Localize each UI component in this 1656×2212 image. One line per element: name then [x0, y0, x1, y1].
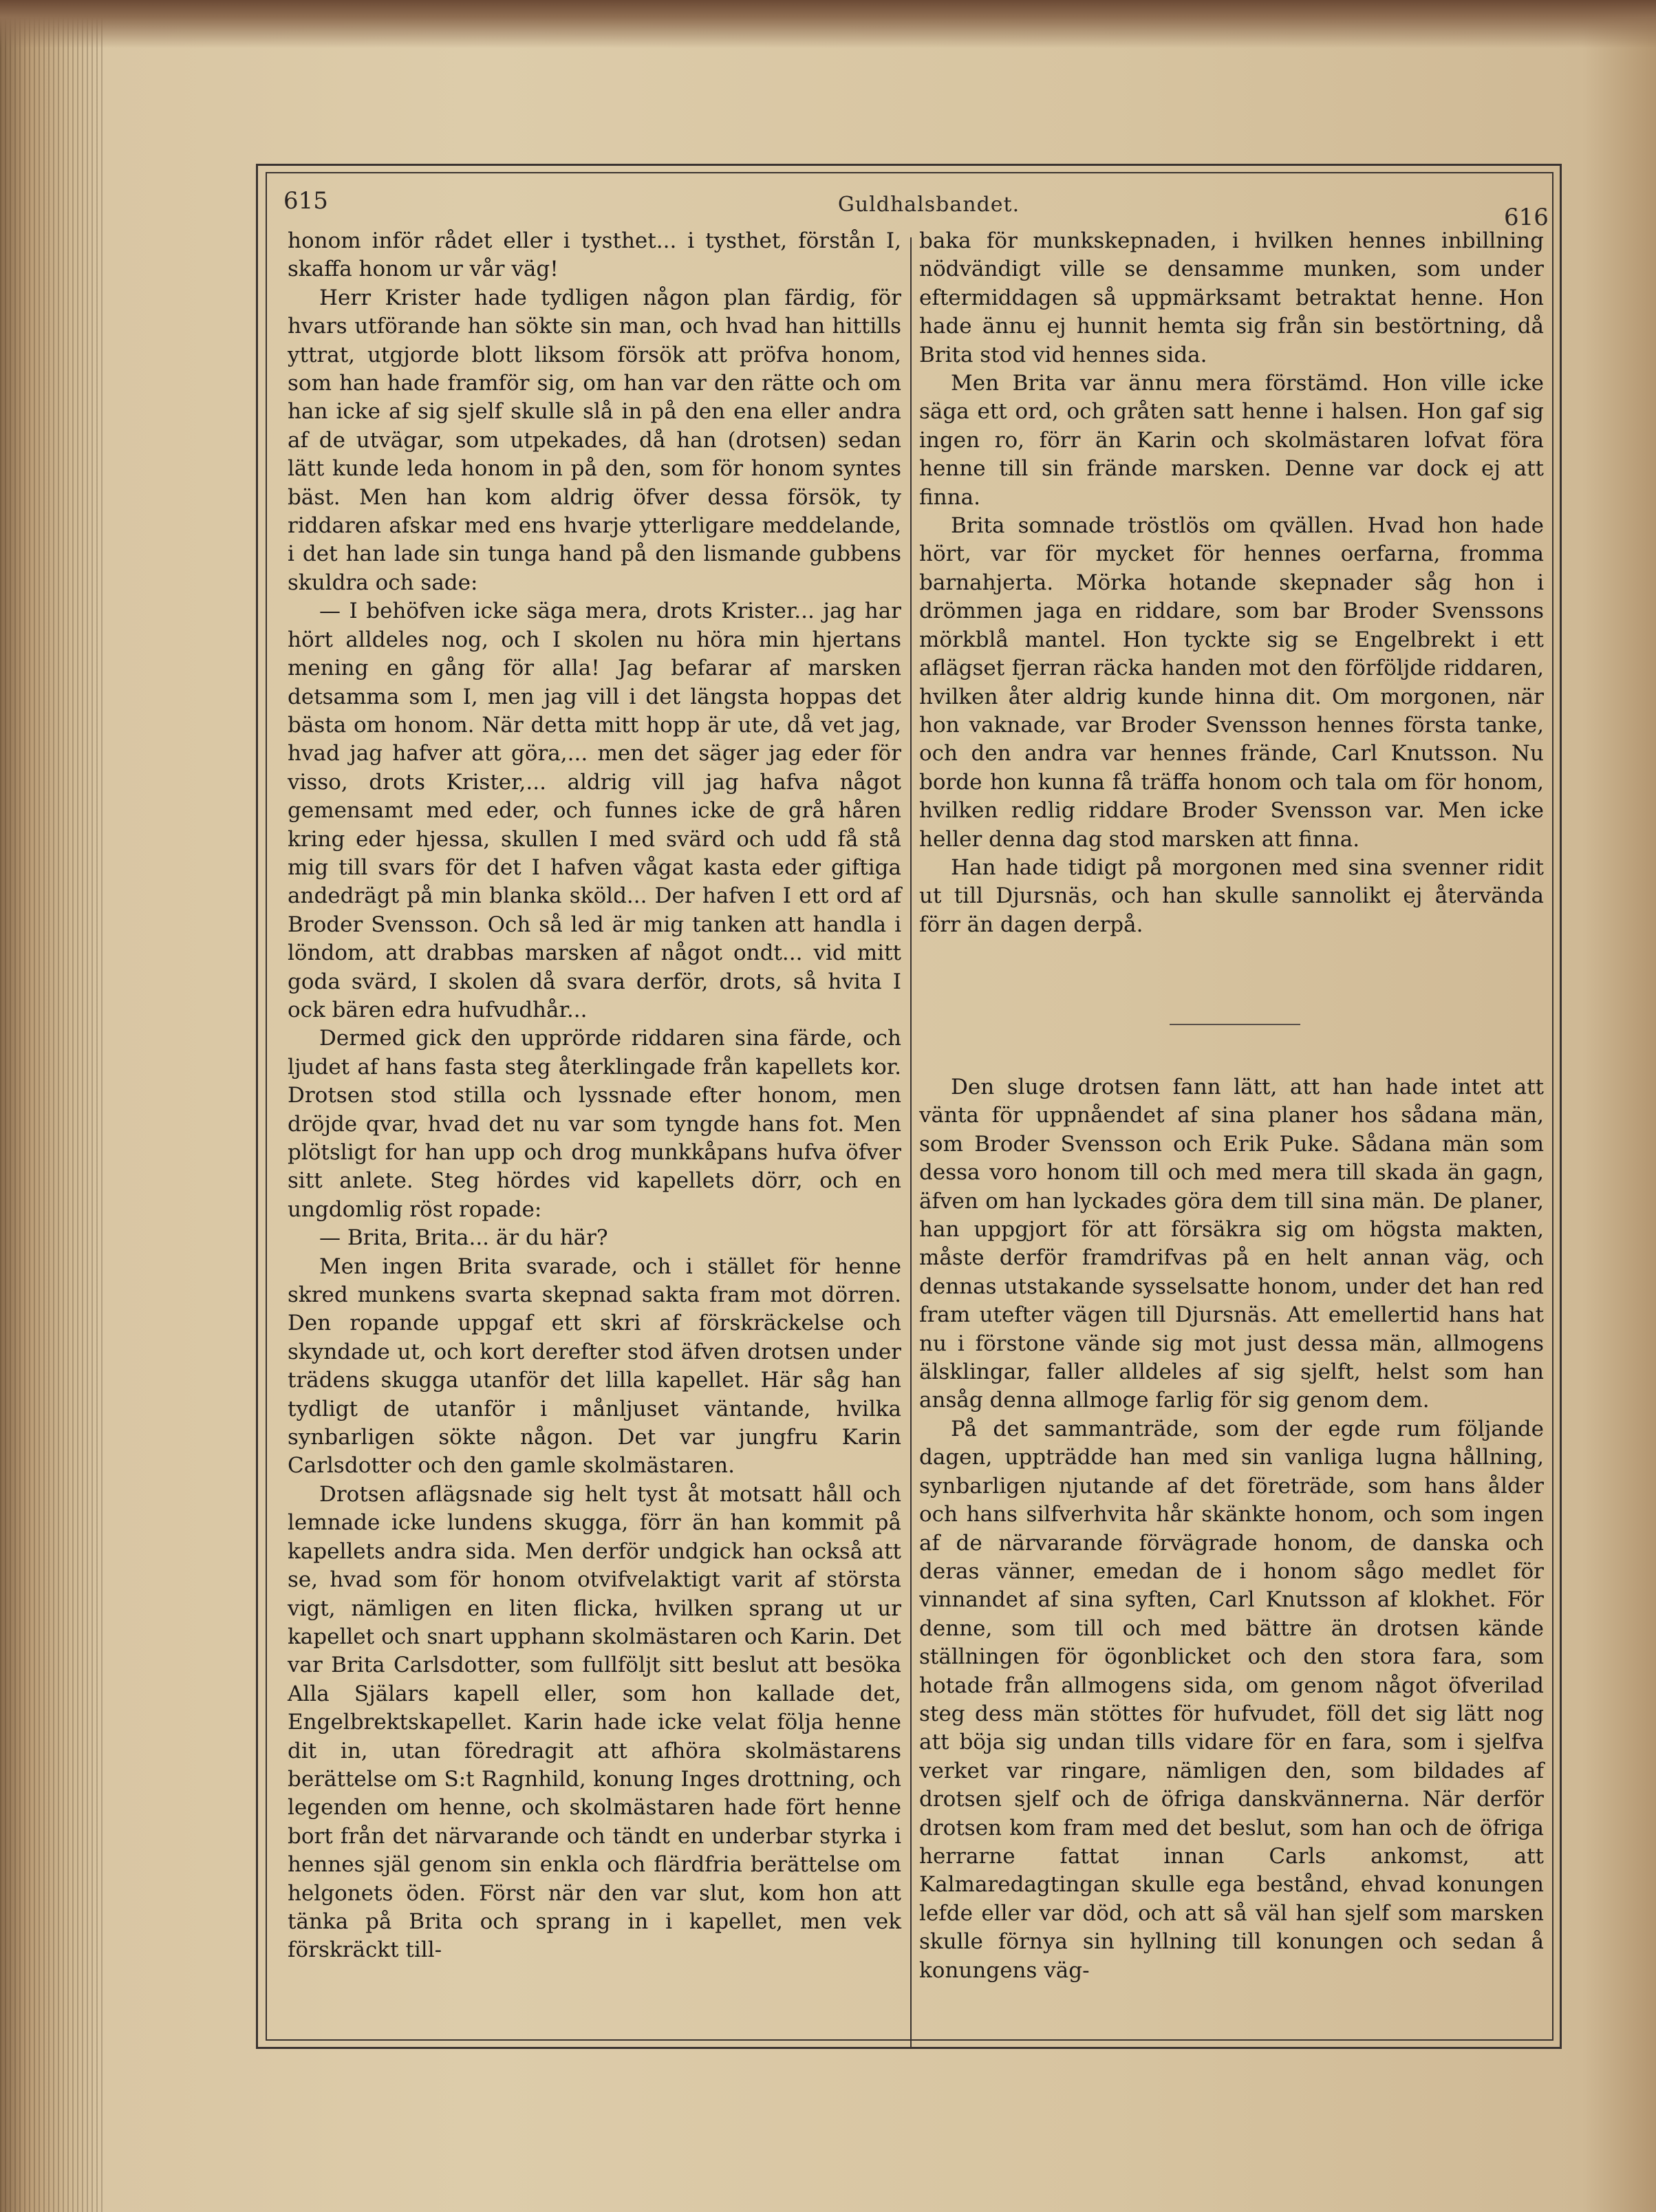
paragraph: Dermed gick den upprörde riddaren sina färde, och ljudet af hans fasta steg återklingade från kapellets kor. Drotsen stod stilla och lyssnade efter honom, men dröjde qvar, hvad det nu var som tyngde hans fot. Men plötsligt for han upp och drog munkkåpans hufva öfver sitt anlete. Steg hördes vid kapellets dörr, och en ungdomlig röst ropade:	[288, 1026, 901, 1222]
page-top-shadow	[0, 0, 1656, 48]
paragraph: På det sammanträde, som der egde rum följande dagen, uppträdde han med sin vanliga lugna hållning, synbarligen njutande af det företräde, som hans ålder och hans silfverhvita hår skänkte honom, och som ingen af de närvarande förvägrade honom, de danska och deras vänner, emedan de i honom sågo medlet för vinnandet af sina syften, Carl Knutsson af klokhet. För denne, som till och med bättre än drotsen kände ställningen för ögonblicket och den stora fara, som hotade från allmogens sida, om genom något öfverilad steg dess män stöttes för hufvudet, föll det sig lätt nog att böja sig undan tills vidare för en fara, som i sjelfva verket var ringare, nämligen den, som bildades af drotsen sjelf och de öfriga danskvännerna. När derför drotsen kom fram med det beslut, som han och de öfriga herrarne fattat innan Carls ankomst, att Kalmaredagtingan skulle ega bestånd, ehvad konungen lefde eller var död, och att så väl han sjelf som marsken skulle förnya sin hyllning till konungen och sedan å konungens väg-	[919, 1416, 1544, 1983]
paragraph: honom inför rådet eller i tysthet... i tysthet, förstån I, skaffa honom ur vår väg!	[288, 228, 901, 282]
running-title: Guldhalsbandet.	[837, 193, 1020, 217]
paragraph: Drotsen aflägsnade sig helt tyst åt motsatt håll och lemnade icke lundens skugga, förr än han kommit på kapellets andra sida. Men derför undgick han också att se, hvad som för honom otvifvelaktigt varit af största vigt, nämligen en liten flicka, hvilken sprang ut ur kapellet och snart upphann skolmästaren och Karin. Det var Brita Carlsdotter, som fullföljt sitt beslut att besöka Alla Själars kapell eller, som hon kallade det, Engelbrektskapellet. Karin hade icke velat följa henne dit in, utan föredragit att afhöra skolmästarens berättelse om S:t Ragnhild, konung Inges drottning, och legenden om henne, och skolmästaren hade fört henne bort från det närvarande och tändt en underbar styrka i hennes själ genom sin enkla och flärdfria berättelse om helgonets öden. Först när den var slut, kom hon att tänka på Brita och sprang in i kapellet, men vek förskräckt till-	[288, 1481, 901, 1963]
paragraph: Men Brita var ännu mera förstämd. Hon ville icke säga ett ord, och gråten satt henne i halsen. Hon gaf sig ingen ro, förr än Karin och skolmästaren lofvat föra henne till sin frände marsken. Denne var dock ej att finna.	[919, 371, 1544, 510]
paragraph: Men ingen Brita svarade, och i stället för henne skred munkens svarta skepnad sakta fram mot dörren. Den ropande uppgaf ett skri af förskräckelse och skyndade ut, och kort derefter stod äfven drotsen under trädens skugga utanför det lilla kapellet. Här såg han tydligt de utanför i månljuset väntande, hvilka synbarligen sökte någon. Det var jungfru Karin Carlsdotter och den gamle skolmästaren.	[288, 1254, 901, 1479]
paragraph: Brita somnade tröstlös om qvällen. Hvad hon hade hört, var för mycket för hennes oerfarna, fromma barnahjerta. Mörka hotande skepnader såg hon i drömmen jaga en riddare, som bar Broder Svenssons mörkblå mantel. Hon tyckte sig se Engelbrekt i ett aflägset fjerran räcka handen mot den förföljde riddaren, hvilken åter aldrig kunde hinna dit. Om morgonen, när hon vaknade, var Broder Svensson hennes första tanke, och den andra var hennes frände, Carl Knutsson. Nu borde hon kunna få träffa honom och tala om för honom, hvilken redlig riddare Broder Svensson var. Men icke heller denna dag stod marsken att finna.	[919, 513, 1544, 852]
paragraph: — I behöfven icke säga mera, drots Krister... jag har hört alldeles nog, och I skolen nu höra min hjertans mening en gång för alla! Jag befarar af marsken detsamma som I, men jag vill i det längsta hoppas det bästa om honom. När detta mitt hopp är ute, då vet jag, hvad jag hafver att göra,... men det säger jag eder för visso, drots Krister,... aldrig vill jag hafva något gemensamt med eder, och funnes icke de grå håren kring eder hjessa, skullen I med svärd och udd få stå mig till svars för det I hafven vågat kasta eder giftiga andedrägt på min blanka sköld... Der hafven I ett ord af Broder Svensson. Och så led är mig tanken att handla i löndom, att drabbas marsken af något ondt... vid mitt goda svärd, I skolen då svara derför, drots, så hvita I ock bären edra hufvudhår...	[288, 599, 901, 1022]
paragraph: baka för munkskepnaden, i hvilken hennes inbillning nödvändigt ville se densamme munken, som under eftermiddagen så uppmärksamt betraktat henne. Hon hade ännu ej hunnit hemta sig från sin bestörtning, då Brita stod vid hennes sida.	[919, 228, 1544, 367]
paragraph: Herr Krister hade tydligen någon plan färdig, för hvars utförande han sökte sin man, och hvad han hittills yttrat, utgjorde blott liksom försök att pröfva honom, som han hade framför sig, om han var den rätte och om han icke af sig sjelf skulle slå in på den ena eller andra af de utvägar, som utpekades, då han (drotsen) sedan lätt kunde leda honom in på den, som för honom syntes bäst. Men han kom aldrig öfver dessa försök, ty riddaren afskar med ens hvarje ytterligare meddelande, i det han lade sin tunga hand på den lismande gubbens skuldra och sade:	[288, 285, 901, 595]
section-divider-rule	[1170, 1024, 1300, 1025]
left-column	[288, 227, 901, 1965]
paragraph: Den sluge drotsen fann lätt, att han hade intet att vänta för uppnåendet af sina planer hos sådana män, som Broder Svensson och Erik Puke. Sådana män som dessa voro honom till och med mera till skada än gagn, äfven om han lyckades göra dem till sina män. De planer, han uppgjort för att försäkra sig om högsta makten, måste derför framdrifvas på en helt annan väg, och dennas utstakande sysselsatte honom, under det han red fram utefter vägen till Djursnäs. Att emellertid hans hat nu i förstone vände sig mot just dessa män, allmogens älsklingar, faller alldeles af sig sjelft, helst som han ansåg denna allmoge farlig för sig genom dem.	[919, 1075, 1544, 1413]
right-column-bottom	[919, 1073, 1544, 1985]
column-divider	[910, 237, 912, 2047]
page-edges	[0, 0, 103, 2212]
right-page-number: 616	[1504, 204, 1549, 231]
left-page-number: 615	[283, 187, 328, 215]
paragraph: — Brita, Brita... är du här?	[319, 1225, 608, 1251]
right-column-top	[919, 227, 1544, 939]
paragraph: Han hade tidigt på morgonen med sina svenner ridit ut till Djursnäs, och han skulle sannolikt ej återvända förr än dagen derpå.	[919, 855, 1544, 937]
